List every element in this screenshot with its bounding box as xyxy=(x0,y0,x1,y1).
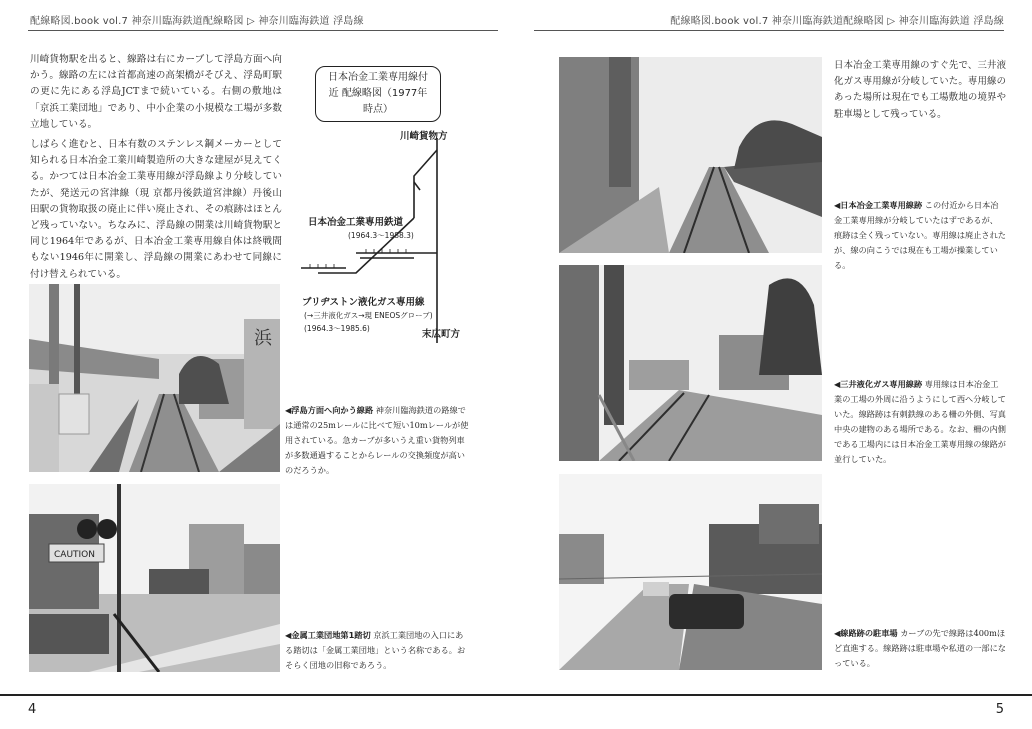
page-number-left: 4 xyxy=(28,702,37,717)
caption-text: 京浜工業団地の入口にある踏切は「金属工業団地」という名称である。おそらく団地の旧称であろう。 xyxy=(285,630,466,670)
label-kawasaki-direction: 川崎貨物方 xyxy=(400,131,448,142)
caption-text: 専用線は日本冶金工業の工場の外周に沿うようにして西へ分岐していた。線路跡は有刺鉄線のある柵の外側、写真中央の建物のある場所である。なお、柵の内側である工場内には日本冶金工業専用線の線路が並行していた。 xyxy=(834,379,1006,464)
caption-text: この付近から日本冶金工業専用線が分岐していたはずであるが、痕跡は全く残っていない。専用線は廃止されたが、線の向こうでは現在も工場が操業している。 xyxy=(834,200,1006,270)
caption-title: ◀日本冶金工業専用線跡 xyxy=(834,200,923,210)
caption-right-1 xyxy=(834,198,1006,273)
label-bridgestone-period: (1964.3～1985.6) xyxy=(304,324,370,333)
paragraph: 川崎貨物駅を出ると、線路は右にカーブして浮島方面へ向かう。線路の左には首都高速の高架橋がそびえ、浮島町駅の更に先にある浮島JCTまで続いている。右側の敷地は「京浜工業団地」であり、中小企業の小規模な工場が多数立地している。 xyxy=(30,54,282,130)
photo-yakin-siding-site xyxy=(559,57,822,253)
label-yakin-period: (1964.3～1988.3) xyxy=(348,231,414,240)
paragraph: しばらく進むと、日本有数のステンレス鋼メーカーとして知られる日本冶金工業川崎製造所の大きな建屋が見えてくる。かつては日本冶金工業専用線が浮島線より分岐していたが、発送元の宮津線（現 京都丹後鉄道宮津線）丹後山田駅の貨物取扱の廃止に伴い廃止され、その痕跡はほとんど残っていない。ちなみに、浮島線の開業は川崎貨物駅と同じ1964年であるが、日本冶金工業専用線自体は終戦間もない1946年に開業し、浮島線の開業にあわせて同線に付け替えられている。 xyxy=(30,139,282,280)
header-left: 配線略図.book vol.7 神奈川臨海鉄道配線略図 ▷ 神奈川臨海鉄道 浮島線 xyxy=(30,16,364,27)
caption-right-3 xyxy=(834,626,1006,671)
caption-text: 神奈川臨海鉄道の路線では通常の25mレールに比べて短い10mレールが使用されている。急カーブが多いうえ重い貨物列車が多数通過することからレールの交換頻度が高いのだろうか。 xyxy=(285,405,469,475)
right-intro-text: 日本冶金工業専用線のすぐ先で、三井液化ガス専用線が分岐していた。専用線のあった場所は現在でも工場敷地の境界や駐車場として残っている。 xyxy=(834,60,1006,120)
caption-left-2 xyxy=(285,628,470,673)
photo-level-crossing xyxy=(29,484,280,672)
label-yakin-siding: 日本冶金工業専用鉄道 xyxy=(308,217,404,228)
header-right: 配線略図.book vol.7 神奈川臨海鉄道配線略図 ▷ 神奈川臨海鉄道 浮島線 xyxy=(670,16,1004,27)
track-diagram xyxy=(296,58,486,358)
caption-title: ◀三井液化ガス専用線跡 xyxy=(834,379,923,389)
caption-title: ◀浮島方面へ向かう線路 xyxy=(285,405,374,415)
label-suehiro-direction: 末広町方 xyxy=(422,329,461,340)
photo-sign-text: 浜 xyxy=(254,328,272,349)
caption-text: カーブの先で線路は400mほど直進する。線路跡は駐車場や私道の一部になっている。 xyxy=(834,628,1006,668)
caption-title: ◀金属工業団地第1踏切 xyxy=(285,630,371,640)
page-number-right: 5 xyxy=(995,702,1004,717)
photo-mitsui-siding-site xyxy=(559,265,822,461)
label-bridgestone-siding: ブリヂストン液化ガス専用線 xyxy=(302,297,425,308)
photo-parking-lot xyxy=(559,474,822,670)
header-rule-left xyxy=(28,30,498,31)
photo-sign-text: CAUTION xyxy=(54,550,95,560)
caption-title: ◀線路跡の駐車場 xyxy=(834,628,898,638)
caption-right-2 xyxy=(834,377,1006,467)
photo-track-to-ukishima xyxy=(29,284,280,472)
footer-rule xyxy=(0,694,1032,696)
left-body-text xyxy=(30,52,282,287)
caption-left-1 xyxy=(285,403,470,478)
label-bridgestone-note: (→三井液化ガス→現 ENEOSグローブ) xyxy=(304,311,433,320)
diagram-title: 日本冶金工業専用線付近 配線略図（1977年時点） xyxy=(315,66,441,122)
header-rule-right xyxy=(534,30,1004,31)
